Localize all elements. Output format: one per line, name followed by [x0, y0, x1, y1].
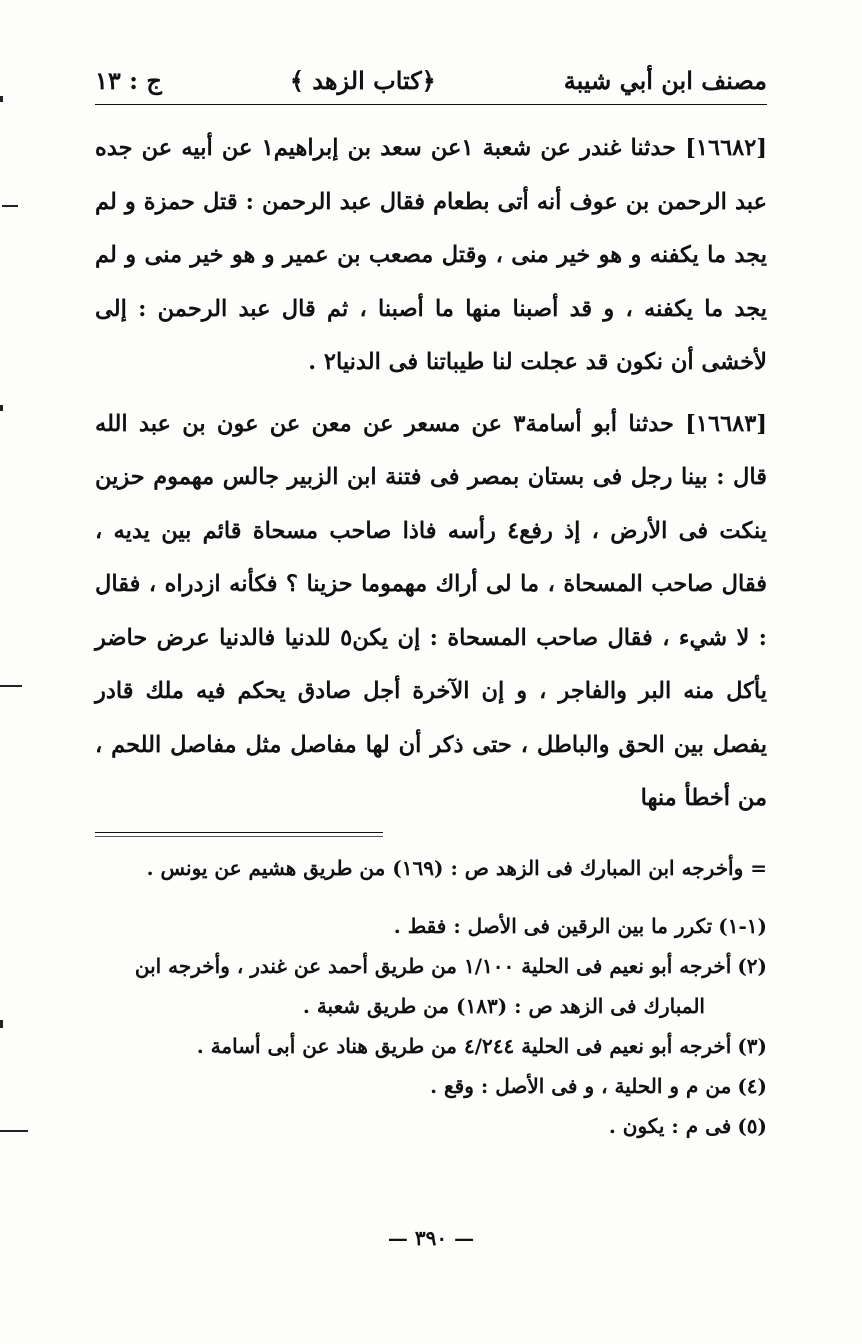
scan-mark	[0, 96, 3, 102]
book-page	[95, 50, 767, 1320]
scan-mark	[0, 1130, 28, 1132]
footnote-number: (٢)	[737, 954, 767, 978]
hadith-paragraph	[95, 122, 767, 390]
footnote-text: المبارك فى الزهد ص : (١٨٣) من طريق شعبة .	[302, 994, 705, 1018]
footnote	[95, 946, 767, 986]
footnote-text: أخرجه أبو نعيم فى الحلية ٤/٢٤٤ من طريق هناد عن أبى أسامة .	[196, 1034, 732, 1058]
footnotes	[95, 848, 767, 1146]
footnote-number: (٣)	[737, 1034, 767, 1058]
page-number: — ٣٩٠ —	[387, 1226, 475, 1250]
header-book-title: مصنف ابن أبي شيبة	[563, 65, 767, 95]
footnote	[95, 1106, 767, 1146]
hadith-number: [١٦٦٨٢]	[685, 135, 767, 161]
footnote-rule	[95, 836, 383, 837]
hadith-number: [١٦٦٨٣]	[685, 410, 767, 437]
footnote-line	[95, 986, 767, 1026]
footnote-continuation: = وأخرجه ابن المبارك فى الزهد ص : (١٦٩) من طريق هشيم عن يونس .	[146, 856, 767, 880]
footnote-number: (٥)	[737, 1114, 767, 1138]
running-header	[95, 60, 767, 100]
header-volume: ج : ١٣	[95, 65, 162, 95]
footnote	[95, 906, 767, 946]
hadith-text: حدثنا أبو أسامة٣ عن مسعر عن معن عن عون بن عبد الله قال : بينا رجل فى بستان بمصر فى فتنة ابن الزبير جالس مهموم حزين ينكت فى الأرض ، إذ رفع٤ رأسه فاذا صاحب مسحاة قائم بين يديه ، فقال صاحب المسحاة ، ما لى أراك مهموما حزينا ؟ فكأنه ازدراه ، فقال : لا شيء ، فقال صاحب المسحاة : إن يكن٥ للدنيا فالدنيا عرض حاضر يأكل منه البر والفاجر ، و إن الآخرة أجل صادق يحكم فيه ملك قادر يفصل بين الحق والباطل ، حتى ذكر أن لها مفاصل مثل مفاصل اللحم ، من أخطأ منها	[95, 410, 767, 811]
hadith-text: حدثنا غندر عن شعبة ١عن سعد بن إبراهيم١ عن أبيه عن جده عبد الرحمن بن عوف أنه أتى بطعام فقال عبد الرحمن : قتل حمزة و لم يجد ما يكفنه و هو خير منى ، وقتل مصعب بن عمير و هو خير منى و لم يجد ما يكفنه ، و قد أصبنا منها ما أصبنا ، ثم قال عبد الرحمن : إلى لأخشى أن نكون قد عجلت لنا طيباتنا فى الدنيا٢ .	[95, 135, 767, 375]
main-text	[95, 122, 767, 826]
footnote-number: (١-١)	[718, 914, 767, 938]
header-rule	[95, 104, 767, 105]
scan-mark	[2, 205, 18, 207]
footnote-text: أخرجه أبو نعيم فى الحلية ١/١٠٠ من طريق أحمد عن غندر ، وأخرجه ابن	[134, 954, 732, 978]
footnote	[95, 1026, 767, 1066]
footnote-text: من م و الحلية ، و فى الأصل : وقع .	[430, 1074, 732, 1098]
header-chapter: ﴿كتاب الزهد ﴾	[289, 65, 436, 95]
scan-mark	[0, 405, 3, 411]
footnote-rule	[95, 832, 383, 833]
footnote-text: تكرر ما بين الرقين فى الأصل : فقط .	[393, 914, 713, 938]
scan-mark	[0, 1020, 3, 1028]
footnote	[95, 1066, 767, 1106]
scan-mark	[0, 685, 22, 687]
hadith-paragraph	[95, 398, 767, 826]
footnote-number: (٤)	[737, 1074, 767, 1098]
footnote-text: فى م : يكون .	[608, 1114, 732, 1138]
